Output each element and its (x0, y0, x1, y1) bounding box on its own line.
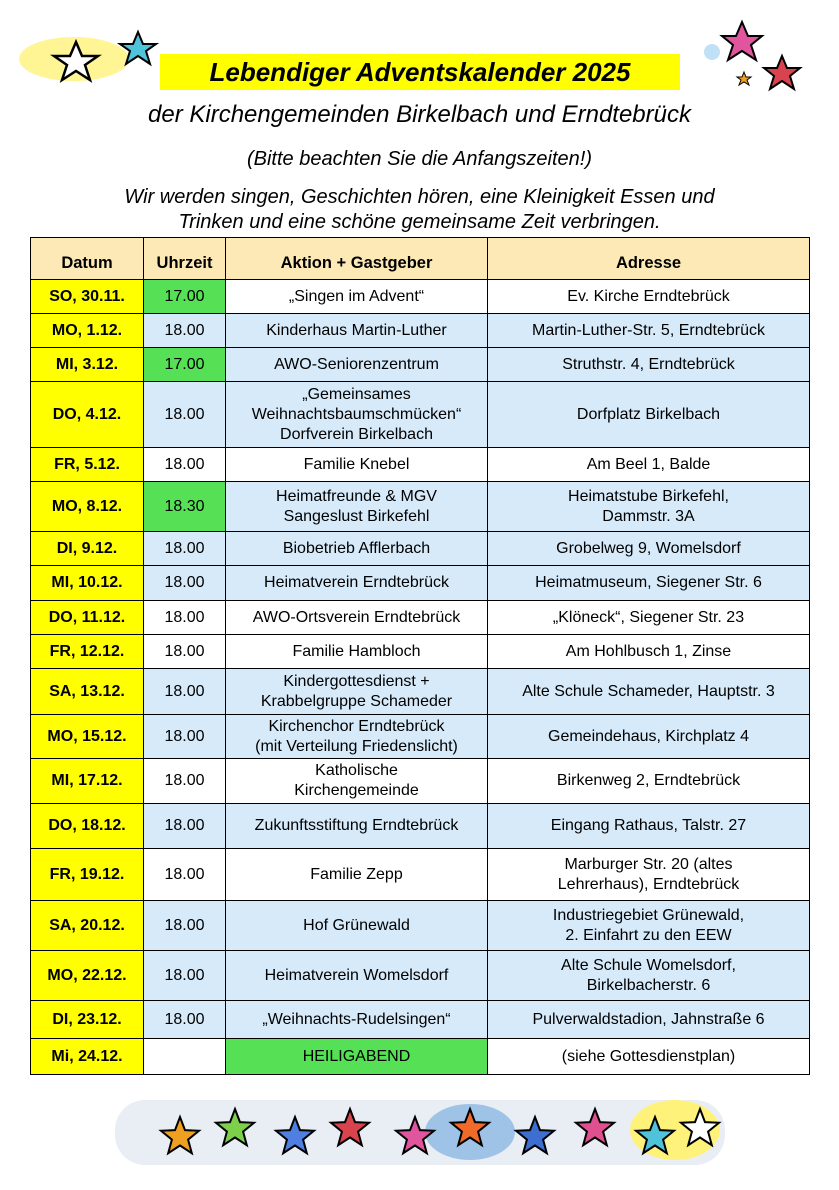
cell-datum: MO, 15.12. (31, 715, 144, 759)
star-decoration-bottom (115, 1095, 725, 1170)
cell-uhrzeit: 17.00 (144, 280, 226, 314)
page-subtitle: der Kirchengemeinden Birkelbach und Erndtebrück (148, 101, 691, 128)
cell-uhrzeit: 18.00 (144, 532, 226, 566)
star-icon (737, 72, 751, 85)
intro-line: Trinken und eine schöne gemeinsame Zeit verbringen. (178, 211, 661, 233)
star-icon (722, 22, 762, 60)
cell-datum: DO, 4.12. (31, 382, 144, 448)
column-header-datum: Datum (31, 238, 144, 280)
cell-uhrzeit: 18.00 (144, 314, 226, 348)
cell-aktion: Zukunftsstiftung Erndtebrück (226, 804, 488, 849)
cell-aktion: „Gemeinsames Weihnachtsbaumschmücken“ Dorfverein Birkelbach (226, 382, 488, 448)
table-row (31, 314, 810, 348)
cell-datum: MO, 22.12. (31, 951, 144, 1001)
cell-adresse: Dorfplatz Birkelbach (488, 382, 810, 448)
cell-uhrzeit: 18.00 (144, 951, 226, 1001)
column-header-adresse: Adresse (488, 238, 810, 280)
cell-datum: Mi, 24.12. (31, 1039, 144, 1075)
cell-uhrzeit: 18.00 (144, 1001, 226, 1039)
table-row (31, 280, 810, 314)
cell-datum: MI, 3.12. (31, 348, 144, 382)
intro-line: Wir werden singen, Geschichten hören, eine Kleinigkeit Essen und (124, 186, 715, 208)
cell-aktion: „Weihnachts-Rudelsingen“ (226, 1001, 488, 1039)
cell-datum: SA, 20.12. (31, 901, 144, 951)
star-icon (764, 56, 800, 89)
cell-adresse: Alte Schule Womelsdorf, Birkelbacherstr. 6 (488, 951, 810, 1001)
table-row (31, 482, 810, 532)
table-row (31, 849, 810, 901)
dot-shape (704, 44, 720, 60)
cell-aktion: Biobetrieb Afflerbach (226, 532, 488, 566)
table-row (31, 759, 810, 804)
cell-datum: SA, 13.12. (31, 669, 144, 715)
cell-adresse: Gemeindehaus, Kirchplatz 4 (488, 715, 810, 759)
cell-datum: SO, 30.11. (31, 280, 144, 314)
cell-adresse: (siehe Gottesdienstplan) (488, 1039, 810, 1075)
cell-datum: MO, 8.12. (31, 482, 144, 532)
table-row (31, 635, 810, 669)
cell-adresse: Struthstr. 4, Erndtebrück (488, 348, 810, 382)
cell-adresse: Eingang Rathaus, Talstr. 27 (488, 804, 810, 849)
cell-adresse: „Klöneck“, Siegener Str. 23 (488, 601, 810, 635)
table-row (31, 901, 810, 951)
table-row (31, 804, 810, 849)
cell-aktion: „Singen im Advent“ (226, 280, 488, 314)
cell-adresse: Am Hohlbusch 1, Zinse (488, 635, 810, 669)
cell-adresse: Industriegebiet Grünewald, 2. Einfahrt zu den EEW (488, 901, 810, 951)
cell-uhrzeit: 18.00 (144, 448, 226, 482)
cell-adresse: Pulverwaldstadion, Jahnstraße 6 (488, 1001, 810, 1039)
cell-aktion: AWO-Seniorenzentrum (226, 348, 488, 382)
table-body (31, 280, 810, 1075)
cell-datum: DI, 23.12. (31, 1001, 144, 1039)
cell-aktion: Kindergottesdienst + Krabbelgruppe Schameder (226, 669, 488, 715)
cell-adresse: Marburger Str. 20 (altes Lehrerhaus), Erndtebrück (488, 849, 810, 901)
cell-uhrzeit: 18.00 (144, 849, 226, 901)
cell-uhrzeit: 18.00 (144, 382, 226, 448)
table-row (31, 348, 810, 382)
cell-aktion: Kinderhaus Martin-Luther (226, 314, 488, 348)
cell-aktion: Familie Knebel (226, 448, 488, 482)
cell-uhrzeit: 17.00 (144, 348, 226, 382)
cell-uhrzeit: 18.00 (144, 901, 226, 951)
table-row (31, 532, 810, 566)
table-row (31, 448, 810, 482)
table-row (31, 601, 810, 635)
cell-aktion: AWO-Ortsverein Erndtebrück (226, 601, 488, 635)
cell-aktion: Heimatverein Womelsdorf (226, 951, 488, 1001)
cell-uhrzeit: 18.00 (144, 669, 226, 715)
cell-adresse: Heimatmuseum, Siegener Str. 6 (488, 566, 810, 601)
cell-datum: DO, 18.12. (31, 804, 144, 849)
cell-uhrzeit (144, 1039, 226, 1075)
column-header-aktion: Aktion + Gastgeber (226, 238, 488, 280)
table-row (31, 566, 810, 601)
cell-datum: FR, 12.12. (31, 635, 144, 669)
cell-datum: DO, 11.12. (31, 601, 144, 635)
page-note: (Bitte beachten Sie die Anfangszeiten!) (246, 148, 593, 170)
cell-adresse: Alte Schule Schameder, Hauptstr. 3 (488, 669, 810, 715)
table-header-row (31, 238, 810, 280)
cell-datum: DI, 9.12. (31, 532, 144, 566)
star-decoration-top-right (700, 14, 825, 99)
cell-uhrzeit: 18.00 (144, 566, 226, 601)
cell-adresse: Am Beel 1, Balde (488, 448, 810, 482)
cell-adresse: Heimatstube Birkefehl, Dammstr. 3A (488, 482, 810, 532)
cell-uhrzeit: 18.30 (144, 482, 226, 532)
table-row (31, 382, 810, 448)
cell-aktion: Heimatverein Erndtebrück (226, 566, 488, 601)
star-decoration-top-left (14, 14, 164, 94)
table-row (31, 1001, 810, 1039)
table-row (31, 715, 810, 759)
table-row (31, 669, 810, 715)
page-title: Lebendiger Adventskalender 2025 (160, 54, 680, 90)
cell-datum: MI, 17.12. (31, 759, 144, 804)
page-intro (0, 185, 839, 235)
cell-aktion: Kirchenchor Erndtebrück (mit Verteilung Friedenslicht) (226, 715, 488, 759)
cell-datum: MO, 1.12. (31, 314, 144, 348)
cell-datum: FR, 5.12. (31, 448, 144, 482)
cell-uhrzeit: 18.00 (144, 601, 226, 635)
cell-uhrzeit: 18.00 (144, 635, 226, 669)
event-table (30, 237, 810, 1075)
table-row (31, 1039, 810, 1075)
cell-adresse: Birkenweg 2, Erndtebrück (488, 759, 810, 804)
cell-aktion: Familie Zepp (226, 849, 488, 901)
column-header-uhrzeit: Uhrzeit (144, 238, 226, 280)
cell-aktion: Hof Grünewald (226, 901, 488, 951)
table-row (31, 951, 810, 1001)
cell-datum: FR, 19.12. (31, 849, 144, 901)
cell-uhrzeit: 18.00 (144, 759, 226, 804)
cell-uhrzeit: 18.00 (144, 715, 226, 759)
cell-aktion: Katholische Kirchengemeinde (226, 759, 488, 804)
cell-adresse: Ev. Kirche Erndtebrück (488, 280, 810, 314)
cell-uhrzeit: 18.00 (144, 804, 226, 849)
cell-aktion: Familie Hambloch (226, 635, 488, 669)
cell-aktion: Heimatfreunde & MGV Sangeslust Birkefehl (226, 482, 488, 532)
cell-adresse: Martin-Luther-Str. 5, Erndtebrück (488, 314, 810, 348)
cell-adresse: Grobelweg 9, Womelsdorf (488, 532, 810, 566)
cell-aktion: HEILIGABEND (226, 1039, 488, 1075)
cell-datum: MI, 10.12. (31, 566, 144, 601)
